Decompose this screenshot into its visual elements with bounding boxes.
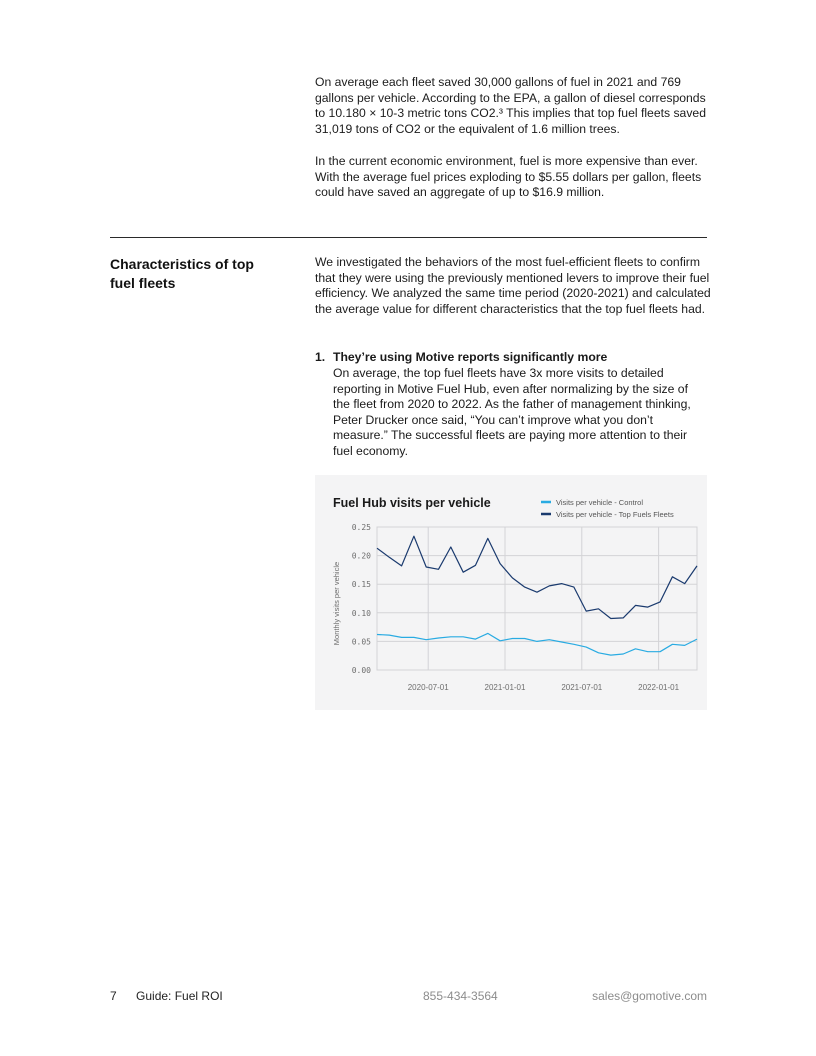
section-divider bbox=[110, 237, 707, 238]
list-item-number: 1. bbox=[315, 350, 326, 364]
y-tick-label: 0.05 bbox=[351, 637, 371, 647]
footer-email[interactable]: sales@gomotive.com bbox=[592, 989, 707, 1003]
chart-card bbox=[315, 475, 707, 710]
guide-title: Guide: Fuel ROI bbox=[136, 989, 223, 1003]
page-number: 7 bbox=[110, 989, 117, 1003]
intro-paragraph-fuel-prices: In the current economic environment, fuel is more expensive than ever. With the average fuel prices exploding to $5.55 dollars per gallon, fleets could have saved an aggregate of up to $16.9 million. bbox=[315, 154, 702, 200]
chart-title: Fuel Hub visits per vehicle bbox=[333, 496, 491, 510]
y-tick-label: 0.00 bbox=[351, 666, 371, 675]
legend-label: Visits per vehicle - Top Fuels Fleets bbox=[556, 510, 674, 519]
y-axis-label: Monthly visits per vehicle bbox=[332, 561, 341, 646]
footer-phone[interactable]: 855-434-3564 bbox=[423, 989, 498, 1003]
x-tick-label: 2022-01-01 bbox=[638, 683, 680, 692]
footer-left bbox=[110, 989, 223, 1003]
legend-label: Visits per vehicle - Control bbox=[556, 498, 643, 507]
intro-paragraph-savings: On average each fleet saved 30,000 gallons of fuel in 2021 and 769 gallons per vehicle. According to the EPA, a gallon of diesel corresponds to 10.180 × 10-3 metric tons CO2.³ This implies that top fuel fleets saved 31,019 tons of CO2 or the equivalent of 1.6 million trees. bbox=[315, 75, 706, 136]
x-tick-label: 2021-07-01 bbox=[561, 683, 603, 692]
y-tick-label: 0.15 bbox=[351, 580, 371, 590]
section-intro-paragraph: We investigated the behaviors of the most fuel-efficient fleets to confirm that they were using the previously mentioned levers to improve their fuel efficiency. We analyzed the same time period (2020-2021) and calculated the average value for different characteristics that the top fuel fleets had. bbox=[315, 255, 711, 316]
line-chart bbox=[315, 475, 707, 710]
list-item-title: They’re using Motive reports significantly more bbox=[333, 350, 608, 364]
y-tick-label: 0.10 bbox=[351, 608, 371, 618]
y-tick-label: 0.25 bbox=[351, 523, 371, 532]
list-item-text: On average, the top fuel fleets have 3x more visits to detailed reporting in Motive Fuel Hub, even after normalizing by the size of the fleet from 2020 to 2022. As the father of management thinking, Peter Drucker once said, “You can’t improve what you don’t measure.” The successful fleets are paying more attention to their fuel economy. bbox=[333, 366, 691, 458]
plot-area bbox=[377, 527, 697, 670]
section-heading: Characteristics of top fuel fleets bbox=[110, 256, 254, 291]
y-tick-label: 0.20 bbox=[351, 551, 371, 561]
x-tick-label: 2020-07-01 bbox=[407, 683, 449, 692]
x-tick-label: 2021-01-01 bbox=[484, 683, 526, 692]
